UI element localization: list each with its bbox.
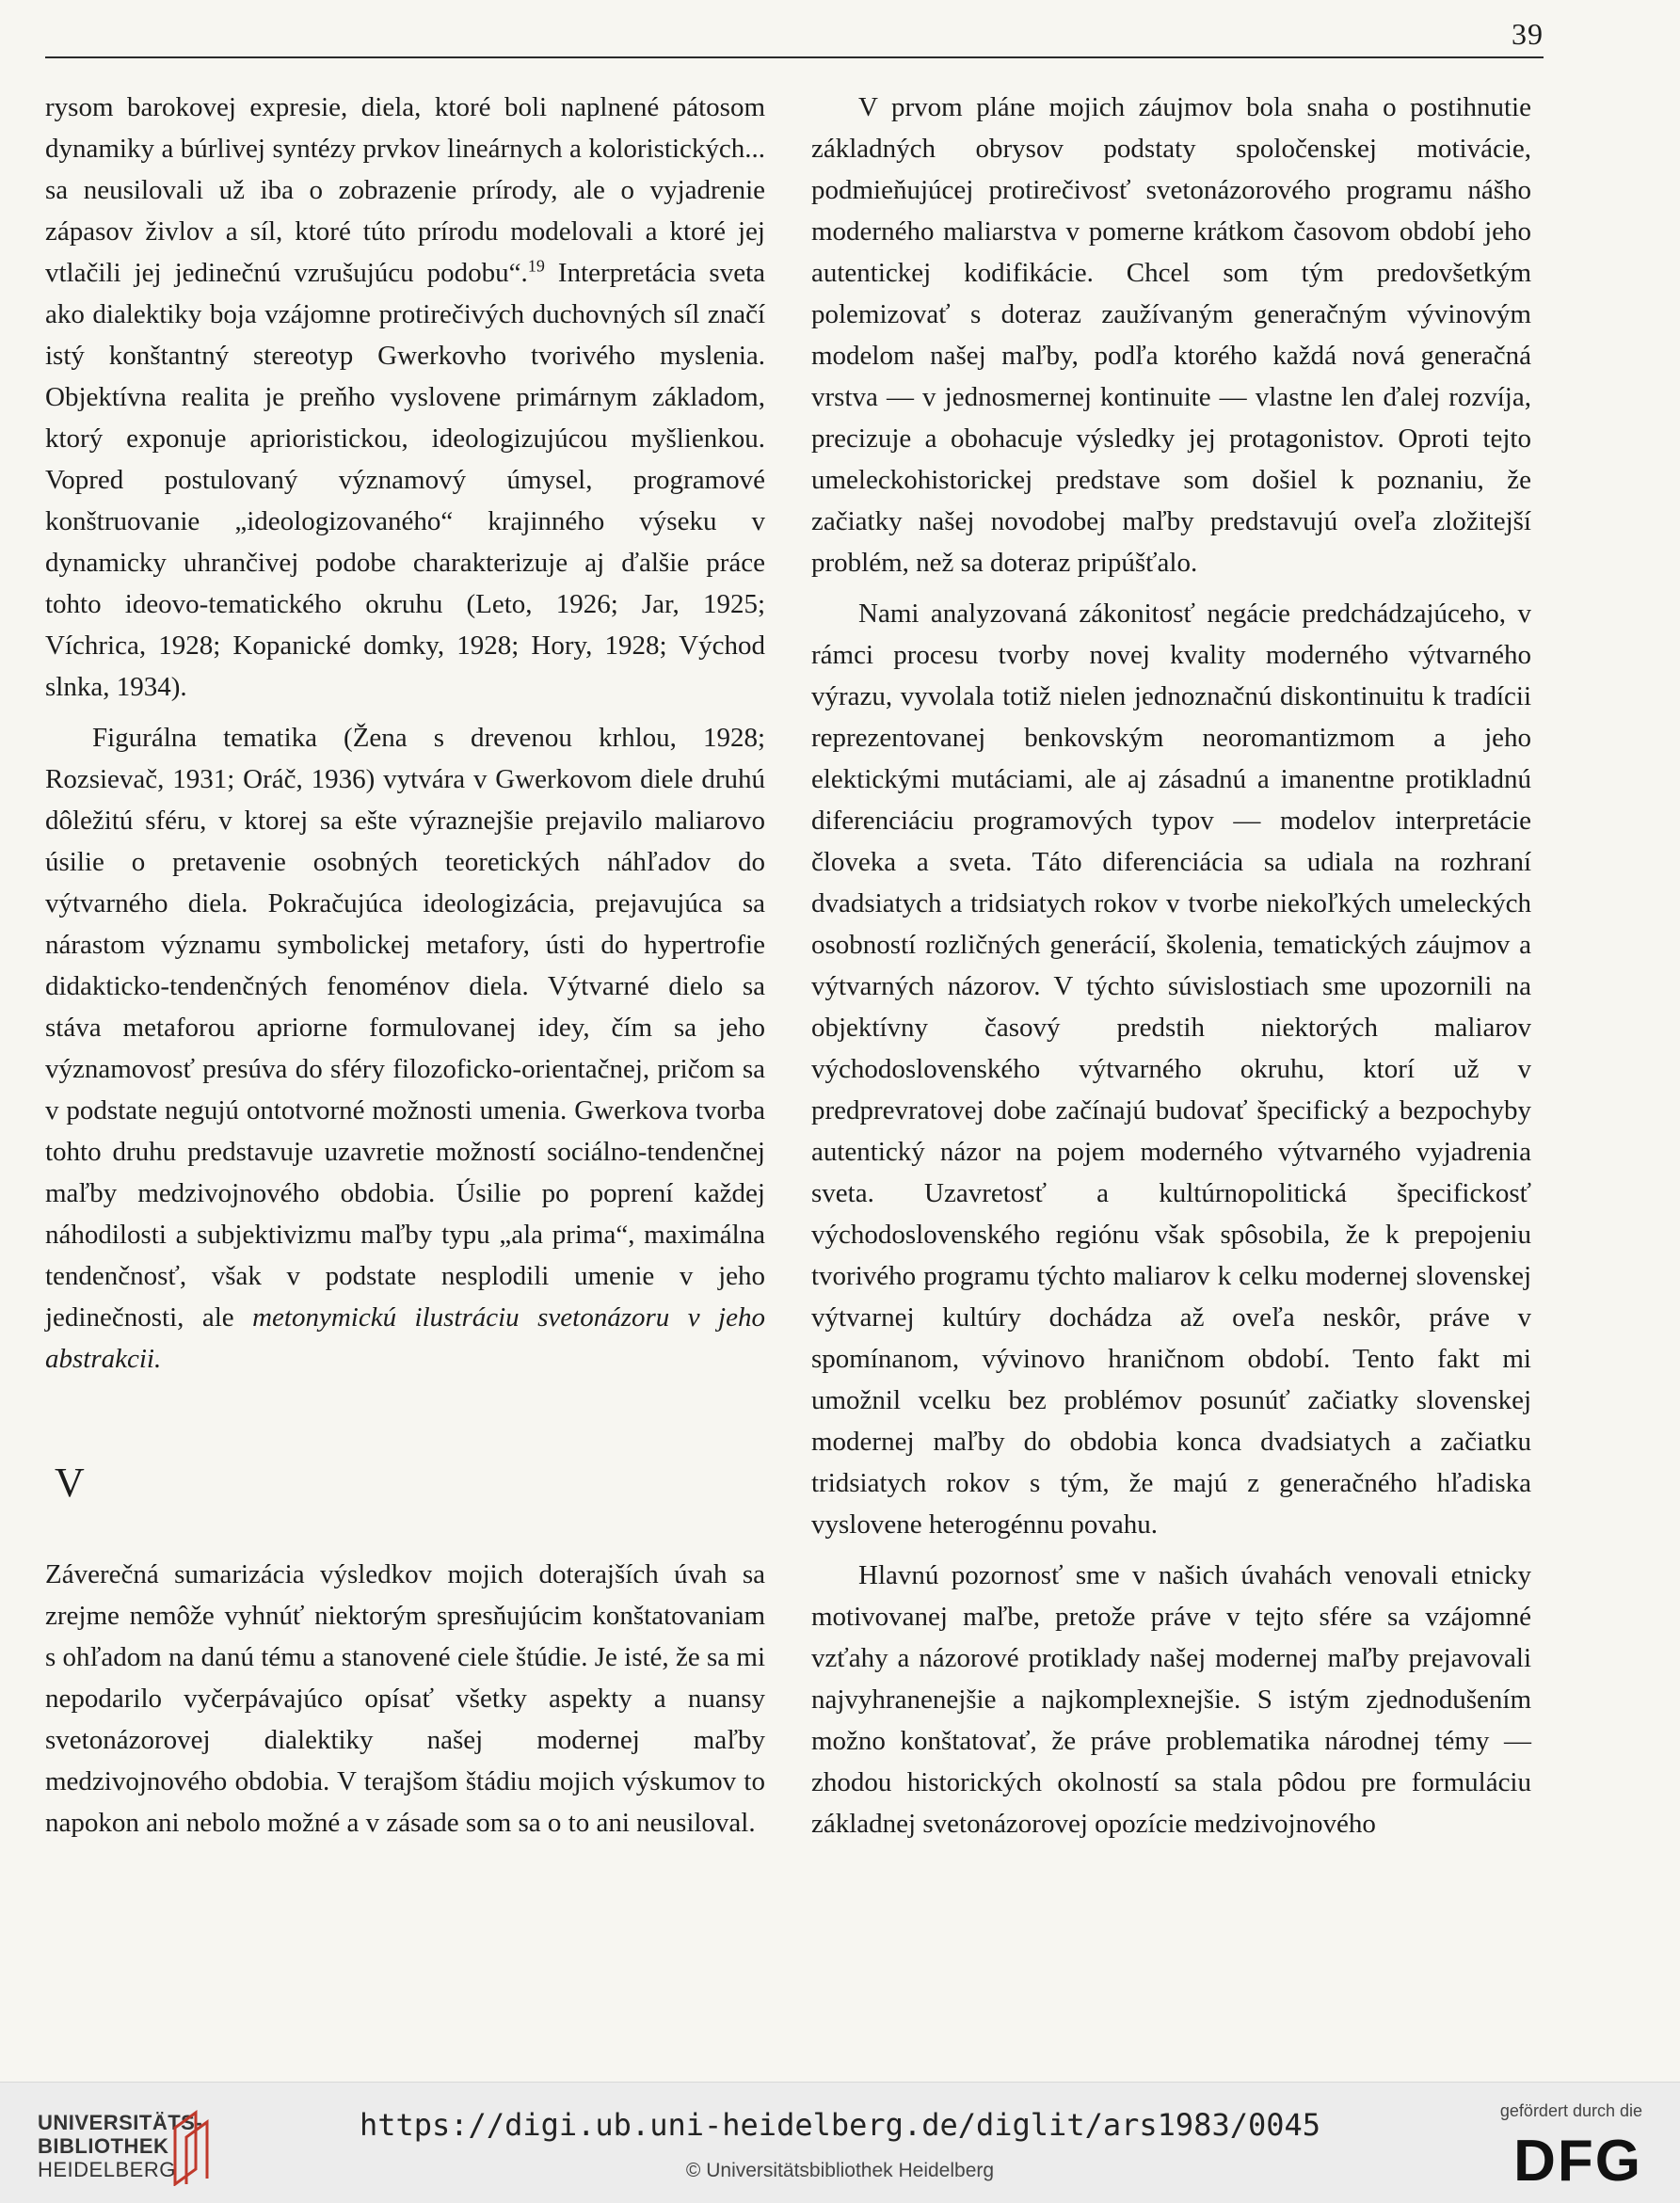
paragraph: Hlavnú pozornosť sme v našich úvahách venovali etnicky motivovanej maľbe, pretože práve v tejto sfére sa vzájomné vzťahy a názorové protiklady našej modernej maľby prejavovali najvyhranenejšie a najkomplexnejšie. S istým zjednodušením možno konštatovať, že práve problematika národnej témy — zhodou historických okolností sa stala pôdou pre formuláciu základnej svetonázorovej opozície medzivojnového xyxy=(811,1560,1531,1839)
header-rule xyxy=(45,56,1544,58)
paragraph xyxy=(45,87,765,708)
paragraph-text: Figurálna tematika (Žena s drevenou krhlou, 1928; Rozsievač, 1931; Oráč, 1936) vytvára v Gwerkovom diele druhú dôležitú sféru, v ktorej sa ešte výraznejšie prejavilo maliarovo úsilie o pretavenie osobných teoretických náhľadov do výtvarného diela. Pokračujúca ideologizácia, prejavujúca sa nárastom významu symbolickej metafory, ústi do hypertrofie didakticko-tendenčných fenoménov diela. Výtvarné dielo sa stáva metaforou apriorne formulovanej idey, čím sa jeho významovosť presúva do sféry filozoficko-orientačnej, pričom sa v podstate negujú ontotvorné možnosti umenia. Gwerkova tvorba tohto druhu predstavuje uzavretie možností sociálno-tendenčnej maľby medzivojnového obdobia. Úsilie po poprení každej náhodilosti a subjektivizmu maľby typu „ala prima“, maximálna tendenčnosť, však v podstate nesplodili umenie v jeho jedinečnosti, ale xyxy=(45,723,765,1333)
paragraph: Nami analyzovaná zákonitosť negácie predchádzajúceho, v rámci procesu tvorby novej kvality moderného výtvarného výrazu, vyvolala totiž nielen jednoznačnú diskontinuitu k tradícii reprezentovanej benkovským neoromantizmom a jeho elektickými mutáciami, ale aj zásadnú a imanentne protikladnú diferenciáciu programových typov — modelov interpretácie človeka a sveta. Táto diferenciácia sa udiala na rozhraní dvadsiatych a tridsiatych rokov v tvorbe niekoľkých umeleckých osobností rozličných generácií, školenia, tematických záujmov a výtvarných názorov. V týchto súvislostiach sme upozornili na objektívny časový predstih niektorých maliarov východoslovenského výtvarného okruhu, ktorí už v predprevratovej dobe začínajú budovať špecifický a bezpochyby autentický názor na pojem moderného výtvarného vyjadrenia sveta. Uzavretosť a kultúrnopolitická špecifickosť východoslovenského regiónu však spôsobila, že k prepojeniu tvorivého programu týchto maliarov k celku modernej slovenskej výtvarnej kultúry dochádza až oveľa neskôr, práve v spomínanom, vývinovo hraničnom období. Tento fakt mi umožnil vcelku bez problémov posunúť začiatky slovenskej modernej maľby do obdobia konca dvadsiatych a začiatku tridsiatych rokov s tým, že majú z generačného hľadiska vyslovene heterogénnu povahu. xyxy=(811,599,1531,1540)
paragraph: Záverečná sumarizácia výsledkov mojich doterajších úvah sa zrejme nemôže vyhnúť niektorým spresňujúcim konštatovaniam s ohľadom na danú tému a stanovené ciele štúdie. Je isté, že sa mi nepodarilo vyčerpávajúco opísať všetky aspekty a nuansy svetonázorovej dialektiky našej modernej maľby medzivojnového obdobia. V terajšom štádiu mojich výskumov to napokon ani nebolo možné a v zásade som sa o to ani neusiloval. xyxy=(45,1559,765,1838)
footer-bar xyxy=(0,2082,1680,2203)
logo-line: UNIVERSITÄTS- xyxy=(38,2111,203,2134)
logo-line: BIBLIOTHEK xyxy=(38,2134,169,2158)
right-column xyxy=(811,87,1531,1844)
source-url-link[interactable]: https://digi.ub.uni-heidelberg.de/diglit/ars1983/0045 xyxy=(359,2107,1321,2143)
funding-label: gefördert durch die xyxy=(1499,2101,1642,2120)
paragraph xyxy=(45,717,765,1380)
section-heading: V xyxy=(55,1460,85,1506)
footnote-marker[interactable]: 19 xyxy=(527,256,545,276)
italic-text: metonymickú ilustráciu svetonázoru v jeho abstrakcii. xyxy=(45,1302,765,1374)
page-number: 39 xyxy=(1512,17,1544,51)
paragraph: V prvom pláne mojich záujmov bola snaha o postihnutie základných obrysov podstaty spoločenskej motivácie, podmieňujúcej protirečivosť svetonázorového programu nášho moderného maliarstva v pomerne krátkom časovom období jeho autentickej kodifikácie. Chcel som tým predovšetkým polemizovať s doteraz zaužívaným generačným vývinovým modelom našej maľby, podľa ktorého každá nová generačná vrstva — v jednosmernej kontinuite — vlastne len ďalej rozvíja, precizuje a obohacuje výsledky jej protagonistov. Oproti tejto umeleckohistorickej predstave som došiel k poznaniu, že začiatky našej novodobej maľby predstavujú oveľa zložitejší problém, než sa doteraz pripúšťalo. xyxy=(811,92,1531,578)
paragraph-text: rysom barokovej expresie, diela, ktoré boli naplnené pátosom dynamiky a búrlivej syntézy prvkov lineárnych a koloristických... sa neusilovali už iba o zobrazenie prírody, ale o vyjadrenie zápasov živlov a síl, ktoré túto prírodu modelovali a ktoré jej vtlačili jej jedinečnú vzrušujúcu podobu“. xyxy=(45,92,765,288)
copyright-notice: © Universitätsbibliothek Heidelberg xyxy=(685,2160,995,2181)
dfg-logo[interactable]: DFG xyxy=(1513,2129,1642,2194)
paragraph-text: Interpretácia sveta ako dialektiky boja vzájomne protirečivých duchovných síl značí istý konštantný stereotyp Gwerkovho tvorivého myslenia. Objektívna realita je preňho vyslovene primárnym základom, ktorý exponuje aprioristickou, ideologizujúcou myšlienkou. Vopred postulovaný významový úmysel, programové konštruovanie „ideologizovaného“ krajinného výseku v dynamicky uhrančivej podobe charakterizuje aj ďalšie práce tohto ideovo-tematického okruhu (Leto, 1926; Jar, 1925; Víchrica, 1928; Kopanické domky, 1928; Hory, 1928; Východ slnka, 1934). xyxy=(45,258,765,702)
left-column xyxy=(45,87,765,1844)
logo-line: HEIDELBERG xyxy=(38,2158,176,2181)
